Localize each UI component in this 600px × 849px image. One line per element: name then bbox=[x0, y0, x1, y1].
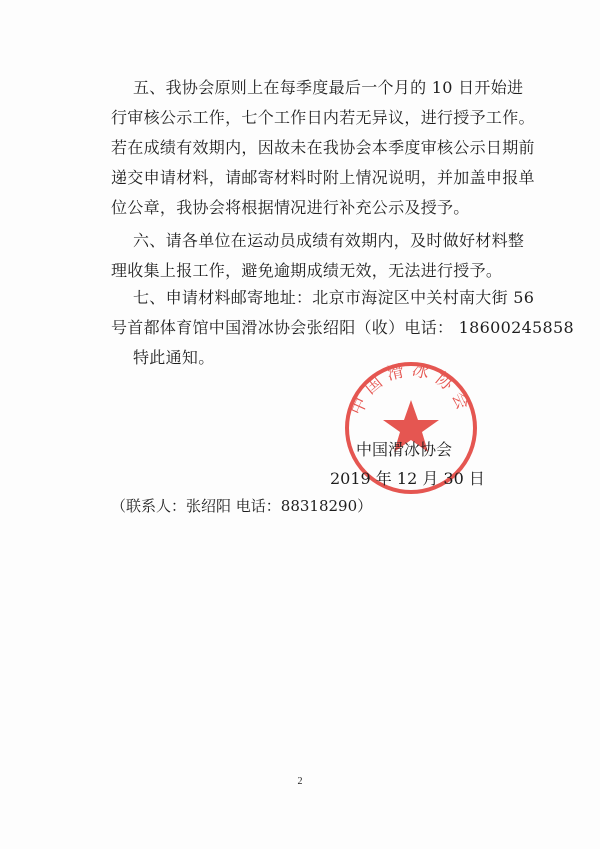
contact-info: （联系人：张绍阳 电话：88318290） bbox=[111, 497, 373, 515]
page-number: 2 bbox=[297, 776, 303, 787]
paragraph-seven bbox=[111, 283, 574, 343]
paragraph-line: 位公章，我协会将根据情况进行补充公示及授予。 bbox=[111, 198, 470, 217]
paragraph-line: 行审核公示工作，七个工作日内若无异议，进行授予工作。 bbox=[111, 108, 535, 127]
paragraph-line: 号首都体育馆中国滑冰协会张绍阳（收）电话： 18600245858 bbox=[111, 318, 574, 337]
paragraph-six bbox=[111, 226, 531, 286]
paragraph-line: 五、我协会原则上在每季度最后一个月的 10 日开始进 bbox=[133, 78, 524, 97]
signature-date: 2019 年 12 月 30 日 bbox=[330, 469, 485, 488]
paragraph-line: 递交申请材料，请邮寄材料时附上情况说明，并加盖申报单 bbox=[111, 168, 535, 187]
paragraph-line: 若在成绩有效期内，因故未在我协会本季度审核公示日期前 bbox=[111, 138, 535, 157]
seal-text: 中国滑冰协会 bbox=[346, 360, 476, 419]
signature-organization: 中国滑冰协会 bbox=[356, 440, 453, 459]
closing-text: 特此通知。 bbox=[133, 348, 215, 367]
paragraph-line: 六、请各单位在运动员成绩有效期内，及时做好材料整 bbox=[133, 231, 525, 250]
paragraph-five bbox=[111, 73, 535, 223]
paragraph-line: 七、申请材料邮寄地址：北京市海淀区中关村南大街 56 bbox=[133, 288, 535, 307]
paragraph-line: 理收集上报工作，避免逾期成绩无效，无法进行授予。 bbox=[111, 261, 503, 280]
